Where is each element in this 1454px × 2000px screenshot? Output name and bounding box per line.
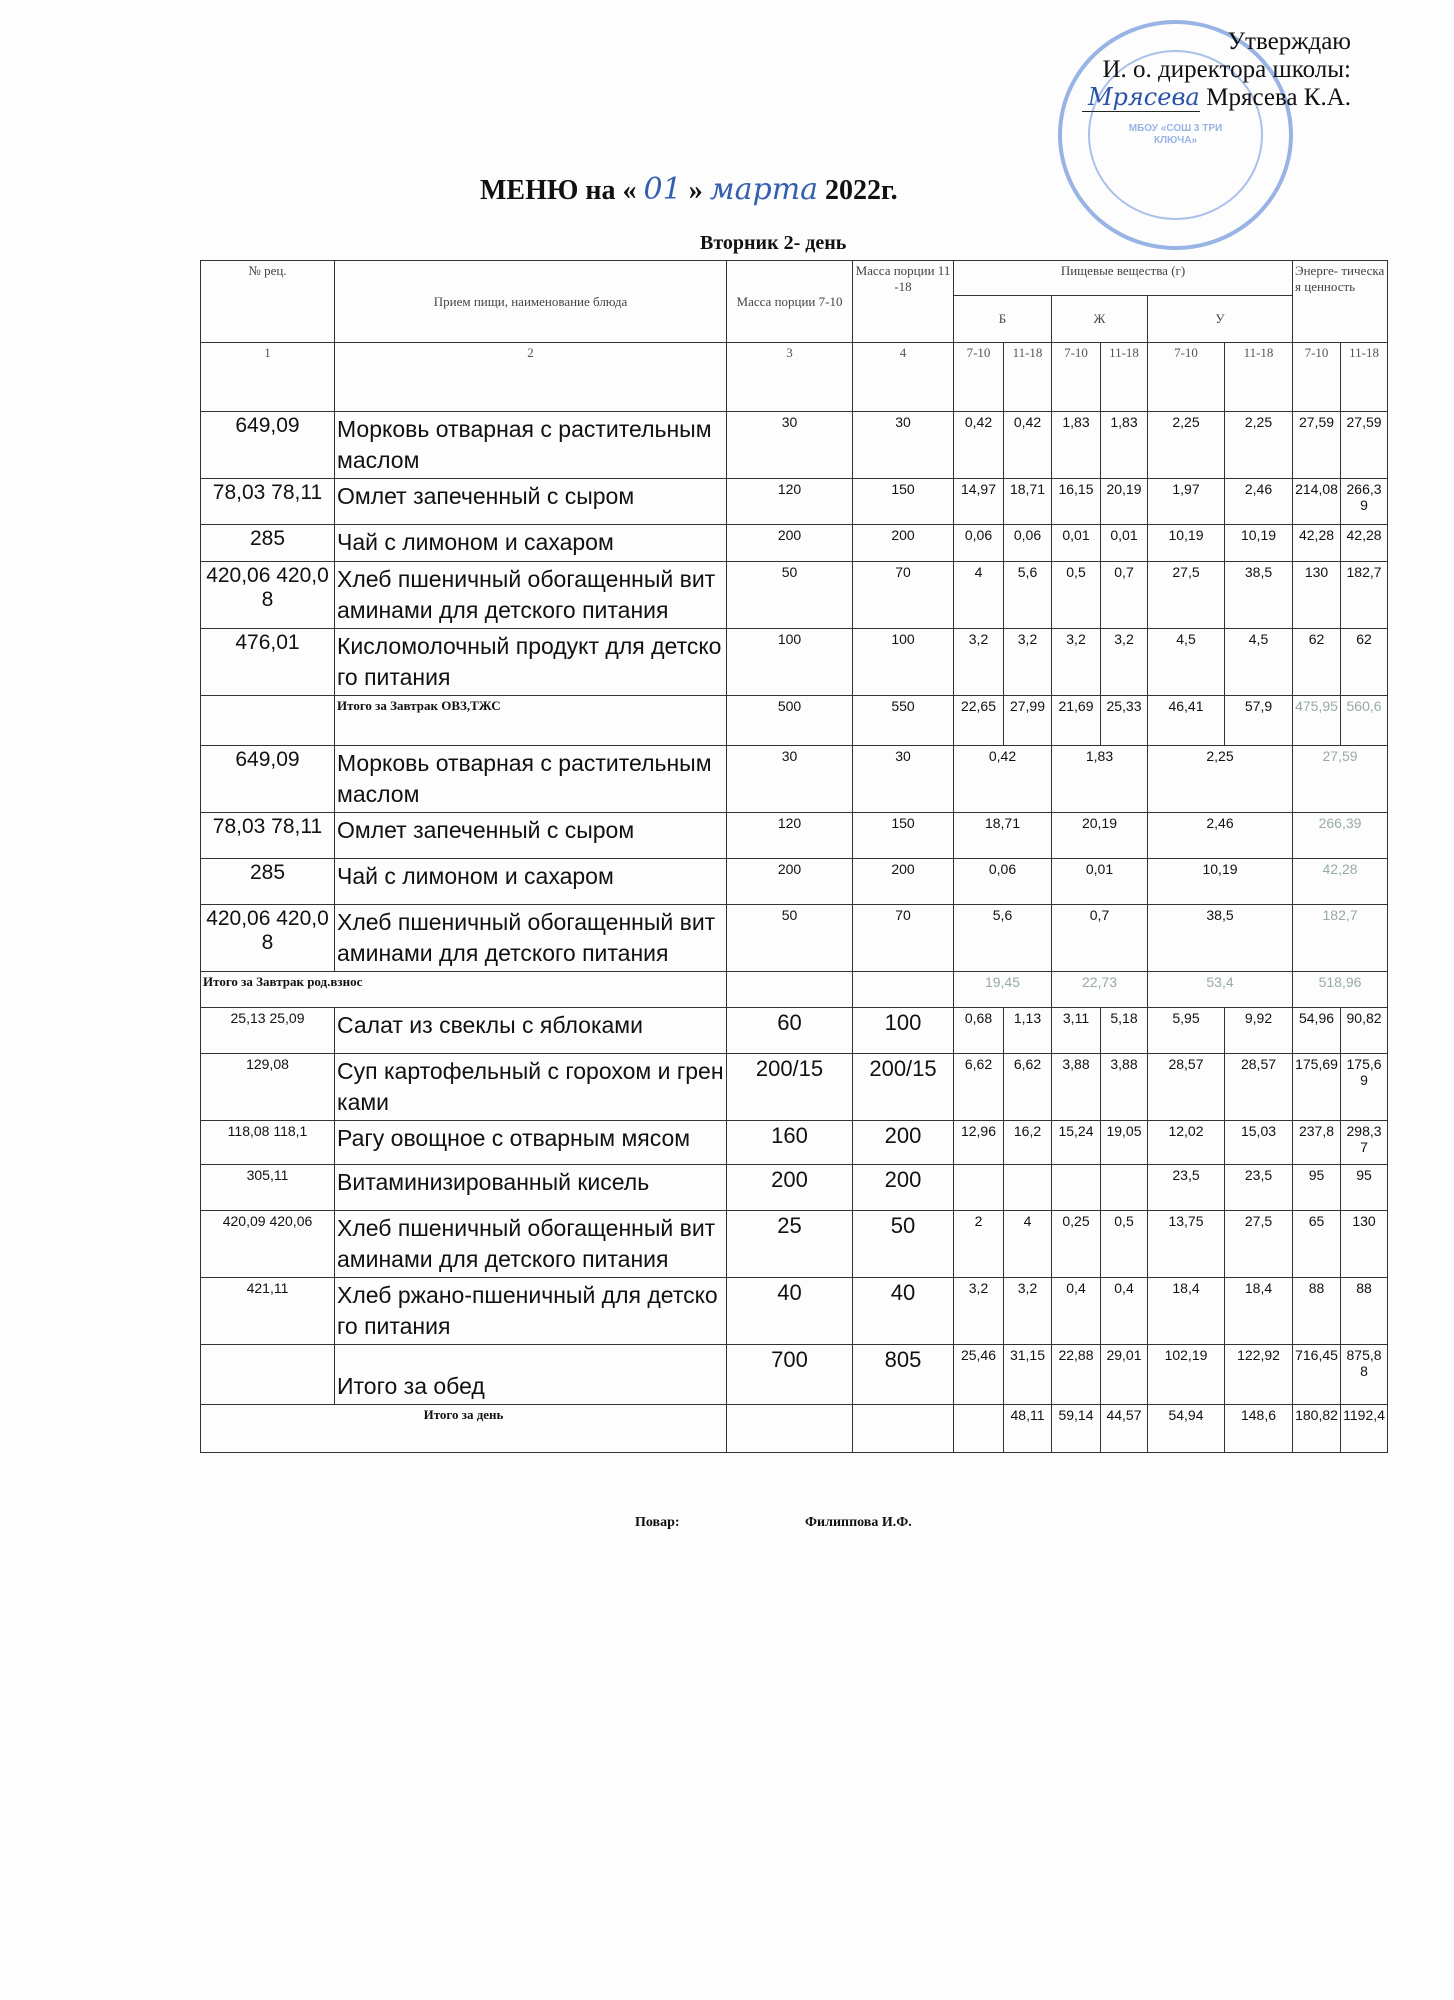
value-z1: 0,01 <box>1052 525 1101 562</box>
index-cell: 11-18 <box>1225 343 1293 412</box>
index-cell: 7-10 <box>1293 343 1341 412</box>
mass-11-18: 200 <box>853 859 954 905</box>
value-b1: 0,06 <box>954 525 1004 562</box>
value-b1: 2 <box>954 1211 1004 1278</box>
mass-7-10: 60 <box>727 1008 853 1054</box>
header-mass-7-10: Масса порции 7-10 <box>727 261 853 343</box>
value-e1: 175,69 <box>1293 1054 1341 1121</box>
header-dish: Прием пищи, наименование блюда <box>335 261 727 343</box>
value-z2: 0,4 <box>1101 1278 1148 1345</box>
page-subtitle: Вторник 2- день <box>700 232 847 254</box>
recipe-code: 420,06 420,08 <box>201 562 335 629</box>
header-zh: Ж <box>1052 296 1148 343</box>
value-z: 20,19 <box>1052 813 1148 859</box>
value-b: 0,06 <box>954 859 1052 905</box>
mass-7-10: 200 <box>727 859 853 905</box>
value-e2: 266,39 <box>1341 479 1388 525</box>
header-row <box>201 261 1388 296</box>
dish-name: Рагу овощное с отварным мясом <box>335 1121 727 1165</box>
mass-11-18: 40 <box>853 1278 954 1345</box>
total-u1: 46,41 <box>1148 696 1225 746</box>
value-e1: 54,96 <box>1293 1008 1341 1054</box>
value-u2: 15,03 <box>1225 1121 1293 1165</box>
mass-11-18: 100 <box>853 629 954 696</box>
mass-11-18: 30 <box>853 746 954 813</box>
value-b1 <box>954 1165 1004 1211</box>
total-row <box>201 972 1388 1008</box>
value-u1: 23,5 <box>1148 1165 1225 1211</box>
recipe-code: 305,11 <box>201 1165 335 1211</box>
total-m2: 550 <box>853 696 954 746</box>
total-e2: 560,6 <box>1341 696 1388 746</box>
value-e2: 27,59 <box>1341 412 1388 479</box>
empty-cell <box>727 1405 853 1453</box>
value-z1: 3,2 <box>1052 629 1101 696</box>
total-z2: 29,01 <box>1101 1345 1148 1405</box>
value-z1: 0,4 <box>1052 1278 1101 1345</box>
value-z1: 1,83 <box>1052 412 1101 479</box>
value-z1 <box>1052 1165 1101 1211</box>
dish-name: Суп картофельный с горохом и гренками <box>335 1054 727 1121</box>
value-z1: 15,24 <box>1052 1121 1101 1165</box>
mass-7-10: 50 <box>727 905 853 972</box>
value-e1: 95 <box>1293 1165 1341 1211</box>
value-e: 42,28 <box>1293 859 1388 905</box>
page-title <box>480 172 898 207</box>
value-z1: 0,5 <box>1052 562 1101 629</box>
total-b2: 31,15 <box>1004 1345 1052 1405</box>
table-row <box>201 905 1388 972</box>
total-z1: 22,88 <box>1052 1345 1101 1405</box>
value-u1: 13,75 <box>1148 1211 1225 1278</box>
value-e: 27,59 <box>1293 746 1388 813</box>
value-b1: 12,96 <box>954 1121 1004 1165</box>
mass-11-18: 50 <box>853 1211 954 1278</box>
mass-7-10: 200/15 <box>727 1054 853 1121</box>
value-b1: 3,2 <box>954 629 1004 696</box>
recipe-code: 649,09 <box>201 746 335 813</box>
dish-name: Витаминизированный кисель <box>335 1165 727 1211</box>
value-b2: 3,2 <box>1004 629 1052 696</box>
value-u2: 4,5 <box>1225 629 1293 696</box>
value-e1: 88 <box>1293 1278 1341 1345</box>
mass-7-10: 30 <box>727 412 853 479</box>
value-b1: 0,68 <box>954 1008 1004 1054</box>
table-row <box>201 1211 1388 1278</box>
table-row <box>201 562 1388 629</box>
table-row <box>201 813 1388 859</box>
value-b1: 14,97 <box>954 479 1004 525</box>
value-e2: 182,7 <box>1341 562 1388 629</box>
recipe-code: 421,11 <box>201 1278 335 1345</box>
table-row <box>201 1121 1388 1165</box>
value-z2: 3,2 <box>1101 629 1148 696</box>
value-b2: 6,62 <box>1004 1054 1052 1121</box>
value-u: 2,46 <box>1148 813 1293 859</box>
mass-7-10: 100 <box>727 629 853 696</box>
value-b2: 3,2 <box>1004 1278 1052 1345</box>
value-e2: 42,28 <box>1341 525 1388 562</box>
index-cell: 11-18 <box>1101 343 1148 412</box>
recipe-code: 118,08 118,1 <box>201 1121 335 1165</box>
value-b1: 0,42 <box>954 412 1004 479</box>
total-u2: 148,6 <box>1225 1405 1293 1453</box>
total-e1: 716,45 <box>1293 1345 1341 1405</box>
index-cell: 7-10 <box>1148 343 1225 412</box>
table-row <box>201 412 1388 479</box>
value-z2: 5,18 <box>1101 1008 1148 1054</box>
value-u2: 2,46 <box>1225 479 1293 525</box>
approval-line2: И. о. директора школы: <box>1102 56 1351 83</box>
value-z2: 19,05 <box>1101 1121 1148 1165</box>
index-cell: 2 <box>335 343 727 412</box>
value-e2: 130 <box>1341 1211 1388 1278</box>
table-row <box>201 859 1388 905</box>
value-b1: 4 <box>954 562 1004 629</box>
value-u1: 27,5 <box>1148 562 1225 629</box>
recipe-code: 25,13 25,09 <box>201 1008 335 1054</box>
mass-7-10: 200 <box>727 525 853 562</box>
menu-table <box>200 260 1388 1453</box>
total-b1: 25,46 <box>954 1345 1004 1405</box>
value-u1: 10,19 <box>1148 525 1225 562</box>
empty-cell <box>853 972 954 1008</box>
total-label: Итого за обед <box>335 1345 727 1405</box>
value-z1: 16,15 <box>1052 479 1101 525</box>
header-u: У <box>1148 296 1293 343</box>
empty-cell <box>853 1405 954 1453</box>
index-cell: 11-18 <box>1004 343 1052 412</box>
title-month: марта <box>709 172 819 207</box>
total-row <box>201 1345 1388 1405</box>
index-cell: 1 <box>201 343 335 412</box>
value-e2: 88 <box>1341 1278 1388 1345</box>
index-cell: 7-10 <box>954 343 1004 412</box>
total-b2: 48,11 <box>1004 1405 1052 1453</box>
total-u1: 102,19 <box>1148 1345 1225 1405</box>
index-cell: 11-18 <box>1341 343 1388 412</box>
table-row <box>201 1278 1388 1345</box>
mass-7-10: 40 <box>727 1278 853 1345</box>
total-e2: 875,88 <box>1341 1345 1388 1405</box>
dish-name: Хлеб ржано-пшеничный для детского питания <box>335 1278 727 1345</box>
empty-cell <box>201 1345 335 1405</box>
mass-11-18: 30 <box>853 412 954 479</box>
index-cell: 4 <box>853 343 954 412</box>
mass-11-18: 200 <box>853 1165 954 1211</box>
mass-11-18: 200 <box>853 1121 954 1165</box>
dish-name: Чай с лимоном и сахаром <box>335 859 727 905</box>
total-e1: 475,95 <box>1293 696 1341 746</box>
total-u2: 57,9 <box>1225 696 1293 746</box>
value-e1: 65 <box>1293 1211 1341 1278</box>
value-e: 182,7 <box>1293 905 1388 972</box>
value-e2: 175,69 <box>1341 1054 1388 1121</box>
value-b2: 18,71 <box>1004 479 1052 525</box>
mass-11-18: 100 <box>853 1008 954 1054</box>
value-u2: 27,5 <box>1225 1211 1293 1278</box>
dish-name: Омлет запеченный с сыром <box>335 813 727 859</box>
value-e2: 62 <box>1341 629 1388 696</box>
total-row <box>201 696 1388 746</box>
recipe-code: 420,09 420,06 <box>201 1211 335 1278</box>
total-label: Итого за день <box>201 1405 727 1453</box>
mass-7-10: 120 <box>727 813 853 859</box>
total-z: 22,73 <box>1052 972 1148 1008</box>
recipe-code: 78,03 78,11 <box>201 813 335 859</box>
table-row <box>201 629 1388 696</box>
approval-block <box>1082 28 1351 112</box>
empty-cell <box>954 1405 1004 1453</box>
title-sep: » <box>688 175 703 206</box>
value-b: 0,42 <box>954 746 1052 813</box>
mass-7-10: 50 <box>727 562 853 629</box>
recipe-code: 649,09 <box>201 412 335 479</box>
value-z2: 0,5 <box>1101 1211 1148 1278</box>
header-mass-11-18: Масса порции 11-18 <box>853 261 954 343</box>
stamp-text: МБОУ «СОШ 3 ТРИ КЛЮЧА» <box>1128 123 1223 146</box>
recipe-code: 420,06 420,08 <box>201 905 335 972</box>
value-u2: 28,57 <box>1225 1054 1293 1121</box>
mass-7-10: 200 <box>727 1165 853 1211</box>
dish-name: Омлет запеченный с сыром <box>335 479 727 525</box>
value-b: 18,71 <box>954 813 1052 859</box>
value-e1: 237,8 <box>1293 1121 1341 1165</box>
table-row <box>201 746 1388 813</box>
value-z2: 1,83 <box>1101 412 1148 479</box>
table-row <box>201 1165 1388 1211</box>
total-b: 19,45 <box>954 972 1052 1008</box>
value-u: 2,25 <box>1148 746 1293 813</box>
value-u2: 18,4 <box>1225 1278 1293 1345</box>
value-e1: 130 <box>1293 562 1341 629</box>
recipe-code: 285 <box>201 859 335 905</box>
dish-name: Чай с лимоном и сахаром <box>335 525 727 562</box>
recipe-code: 129,08 <box>201 1054 335 1121</box>
header-rec: № рец. <box>201 261 335 343</box>
total-e1: 180,82 <box>1293 1405 1341 1453</box>
total-b2: 27,99 <box>1004 696 1052 746</box>
total-e: 518,96 <box>1293 972 1388 1008</box>
signature-line <box>1082 83 1200 112</box>
title-year: 2022г. <box>825 175 898 206</box>
mass-11-18: 150 <box>853 479 954 525</box>
value-z1: 3,88 <box>1052 1054 1101 1121</box>
table-row <box>201 479 1388 525</box>
mass-11-18: 200/15 <box>853 1054 954 1121</box>
value-z: 0,01 <box>1052 859 1148 905</box>
value-z1: 0,25 <box>1052 1211 1101 1278</box>
value-u2: 9,92 <box>1225 1008 1293 1054</box>
mass-11-18: 70 <box>853 905 954 972</box>
mass-7-10: 25 <box>727 1211 853 1278</box>
director-name: Мрясева К.А. <box>1206 84 1351 111</box>
dish-name: Салат из свеклы с яблоками <box>335 1008 727 1054</box>
value-z: 0,7 <box>1052 905 1148 972</box>
empty-cell <box>727 972 853 1008</box>
value-u1: 1,97 <box>1148 479 1225 525</box>
value-z2: 20,19 <box>1101 479 1148 525</box>
value-z1: 3,11 <box>1052 1008 1101 1054</box>
mass-7-10: 30 <box>727 746 853 813</box>
value-b2: 0,06 <box>1004 525 1052 562</box>
value-b1: 3,2 <box>954 1278 1004 1345</box>
dish-name: Хлеб пшеничный обогащенный витаминами для детского питания <box>335 905 727 972</box>
value-u2: 2,25 <box>1225 412 1293 479</box>
dish-name: Морковь отварная с растительным маслом <box>335 746 727 813</box>
signature: Мрясева <box>1087 83 1200 111</box>
total-u2: 122,92 <box>1225 1345 1293 1405</box>
table-row <box>201 1008 1388 1054</box>
value-u1: 5,95 <box>1148 1008 1225 1054</box>
index-cell: 7-10 <box>1052 343 1101 412</box>
value-u1: 18,4 <box>1148 1278 1225 1345</box>
value-z2 <box>1101 1165 1148 1211</box>
table-row <box>201 1054 1388 1121</box>
total-u1: 54,94 <box>1148 1405 1225 1453</box>
title-prefix: МЕНЮ на « <box>480 175 637 206</box>
total-m1: 500 <box>727 696 853 746</box>
total-u: 53,4 <box>1148 972 1293 1008</box>
total-m1: 700 <box>727 1345 853 1405</box>
value-b: 5,6 <box>954 905 1052 972</box>
cook-label: Повар: <box>635 1515 680 1530</box>
dish-name: Морковь отварная с растительным маслом <box>335 412 727 479</box>
value-z2: 0,7 <box>1101 562 1148 629</box>
index-cell: 3 <box>727 343 853 412</box>
value-z: 1,83 <box>1052 746 1148 813</box>
index-row <box>201 343 1388 412</box>
value-e1: 214,08 <box>1293 479 1341 525</box>
value-e2: 95 <box>1341 1165 1388 1211</box>
recipe-code: 285 <box>201 525 335 562</box>
value-u2: 10,19 <box>1225 525 1293 562</box>
value-e1: 42,28 <box>1293 525 1341 562</box>
approval-signature-line <box>1082 84 1351 112</box>
dish-name: Кисломолочный продукт для детского питания <box>335 629 727 696</box>
mass-11-18: 150 <box>853 813 954 859</box>
total-z2: 25,33 <box>1101 696 1148 746</box>
value-b2: 4 <box>1004 1211 1052 1278</box>
value-b2: 5,6 <box>1004 562 1052 629</box>
empty-cell <box>201 696 335 746</box>
value-u2: 23,5 <box>1225 1165 1293 1211</box>
recipe-code: 78,03 78,11 <box>201 479 335 525</box>
cook-name: Филиппова И.Ф. <box>805 1515 912 1530</box>
value-e1: 27,59 <box>1293 412 1341 479</box>
value-b2: 0,42 <box>1004 412 1052 479</box>
value-b1: 6,62 <box>954 1054 1004 1121</box>
value-u1: 4,5 <box>1148 629 1225 696</box>
mass-11-18: 70 <box>853 562 954 629</box>
value-u1: 12,02 <box>1148 1121 1225 1165</box>
value-e1: 62 <box>1293 629 1341 696</box>
dish-name: Хлеб пшеничный обогащенный витаминами для детского питания <box>335 1211 727 1278</box>
header-b: Б <box>954 296 1052 343</box>
total-row <box>201 1405 1388 1453</box>
table-row <box>201 525 1388 562</box>
dish-name: Хлеб пшеничный обогащенный витаминами для детского питания <box>335 562 727 629</box>
total-z1: 21,69 <box>1052 696 1101 746</box>
value-u: 10,19 <box>1148 859 1293 905</box>
header-energy: Энерге- тическая ценность <box>1293 261 1388 343</box>
total-z2: 44,57 <box>1101 1405 1148 1453</box>
recipe-code: 476,01 <box>201 629 335 696</box>
value-e2: 90,82 <box>1341 1008 1388 1054</box>
value-e: 266,39 <box>1293 813 1388 859</box>
value-u1: 2,25 <box>1148 412 1225 479</box>
mass-7-10: 160 <box>727 1121 853 1165</box>
header-nutrients: Пищевые вещества (г) <box>954 261 1293 296</box>
total-z1: 59,14 <box>1052 1405 1101 1453</box>
value-b2: 1,13 <box>1004 1008 1052 1054</box>
value-u1: 28,57 <box>1148 1054 1225 1121</box>
value-z2: 0,01 <box>1101 525 1148 562</box>
mass-11-18: 200 <box>853 525 954 562</box>
value-z2: 3,88 <box>1101 1054 1148 1121</box>
title-day: 01 <box>643 172 682 207</box>
value-b2: 16,2 <box>1004 1121 1052 1165</box>
total-e2: 1192,4 <box>1341 1405 1388 1453</box>
value-b2 <box>1004 1165 1052 1211</box>
value-u: 38,5 <box>1148 905 1293 972</box>
mass-7-10: 120 <box>727 479 853 525</box>
total-label: Итого за Завтрак род.взнос <box>201 972 727 1008</box>
total-b1: 22,65 <box>954 696 1004 746</box>
total-m2: 805 <box>853 1345 954 1405</box>
value-e2: 298,37 <box>1341 1121 1388 1165</box>
approval-line1: Утверждаю <box>1227 28 1351 55</box>
total-label: Итого за Завтрак ОВЗ,ТЖС <box>335 696 727 746</box>
value-u2: 38,5 <box>1225 562 1293 629</box>
